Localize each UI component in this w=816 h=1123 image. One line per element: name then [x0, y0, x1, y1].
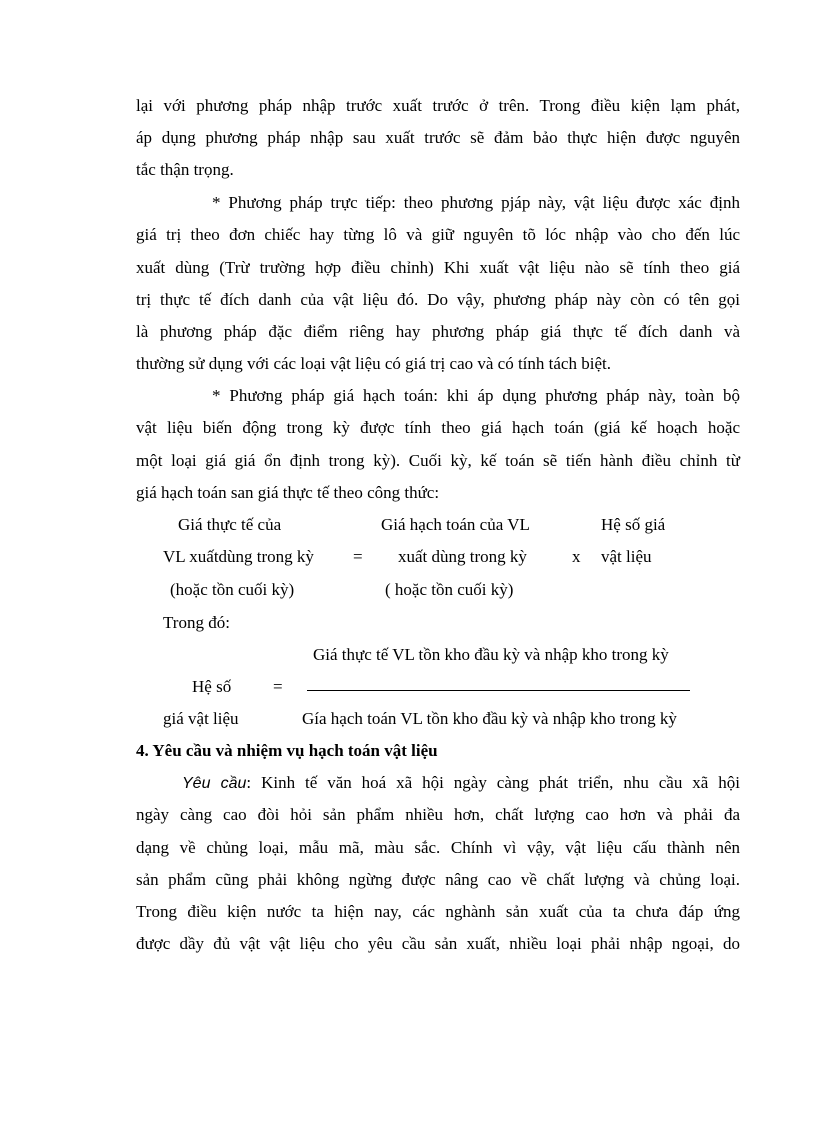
- paragraph-line: lại với phương pháp nhập trước xuất trước ở trên. Trong điều kiện lạm phát,: [136, 96, 740, 115]
- formula-equals: =: [353, 547, 363, 566]
- paragraph-line: áp dụng phương pháp nhập sau xuất trước sẽ đảm bảo thực hiện được nguyên: [136, 128, 740, 147]
- trong-do-label: Trong đó:: [163, 613, 230, 632]
- paragraph-line: một loại giá giá ổn định trong kỳ). Cuối kỳ, kế toán sẽ tiến hành điều chỉnh từ: [136, 451, 740, 470]
- fraction-numerator: Giá thực tế VL tồn kho đầu kỳ và nhập kho trong kỳ: [313, 645, 669, 664]
- paragraph-line: thường sử dụng với các loại vật liệu có giá trị cao và có tính tách biệt.: [136, 354, 611, 373]
- formula-col2-line: xuất dùng trong kỳ: [398, 547, 527, 566]
- paragraph-line: Trong điều kiện nước ta hiện nay, các nghành sản xuất của ta chưa đáp ứng: [136, 902, 740, 921]
- fraction-denominator: Gía hạch toán VL tồn kho đầu kỳ và nhập kho trong kỳ: [302, 709, 677, 728]
- formula-col3-line: Hệ số giá: [601, 515, 666, 534]
- formula2-left-top: Hệ số: [192, 677, 232, 696]
- requirement-label: Yêu cầu: [182, 775, 247, 792]
- formula2-equals: =: [273, 677, 283, 696]
- paragraph-line: được dầy đủ vật vật liệu cho yêu cầu sản xuất, nhiều loại phải nhập ngoại, do: [136, 934, 740, 953]
- fraction-bar: [307, 690, 690, 691]
- formula-col1-line: Giá thực tế của: [178, 515, 282, 534]
- section-heading: 4. Yêu cầu và nhiệm vụ hạch toán vật liệu: [136, 741, 438, 760]
- formula-col2-line: ( hoặc tồn cuối kỳ): [385, 580, 514, 599]
- formula-col2-line: Giá hạch toán của VL: [381, 515, 530, 534]
- paragraph-line: vật liệu biến động trong kỳ được tính theo giá hạch toán (giá kế hoạch hoặc: [136, 418, 740, 437]
- requirement-text: : Kinh tế văn hoá xã hội ngày càng phát triển, nhu cầu xã hội: [246, 773, 740, 792]
- formula-col1-line: VL xuấtdùng trong kỳ: [163, 547, 314, 566]
- formula-col1-line: (hoặc tồn cuối kỳ): [170, 580, 295, 599]
- paragraph-line: dạng về chủng loại, mẫu mã, màu sắc. Chính vì vậy, vật liệu cấu thành nên: [136, 838, 740, 857]
- paragraph-line: trị thực tế đích danh của vật liệu đó. Do vậy, phương pháp này còn có tên gọi: [136, 290, 740, 309]
- paragraph-line: sản phẩm cũng phải không ngừng được nâng cao về chất lượng và chủng loại.: [136, 870, 740, 889]
- paragraph-line: * Phương pháp giá hạch toán: khi áp dụng phương pháp này, toàn bộ: [212, 386, 740, 405]
- paragraph-line: tắc thận trọng.: [136, 160, 234, 179]
- paragraph-line: ngày càng cao đòi hỏi sản phẩm nhiều hơn, chất lượng cao hơn và phải đa: [136, 805, 740, 824]
- formula2-left-bottom: giá vật liệu: [163, 709, 239, 728]
- paragraph-line: [182, 773, 740, 794]
- formula-col3-line: vật liệu: [601, 547, 652, 566]
- paragraph-line: giá hạch toán san giá thực tế theo công thức:: [136, 483, 440, 502]
- formula-times: x: [572, 547, 581, 566]
- paragraph-line: là phương pháp đặc điểm riêng hay phương pháp giá thực tế đích danh và: [136, 322, 740, 341]
- paragraph-line: xuất dùng (Trừ trường hợp điều chỉnh) Khi xuất vật liệu nào sẽ tính theo giá: [136, 258, 740, 277]
- paragraph-line: * Phương pháp trực tiếp: theo phương pjáp này, vật liệu được xác định: [212, 193, 740, 212]
- paragraph-line: giá trị theo đơn chiếc hay từng lô và giữ nguyên tõ lóc nhập vào cho đến lúc: [136, 225, 740, 244]
